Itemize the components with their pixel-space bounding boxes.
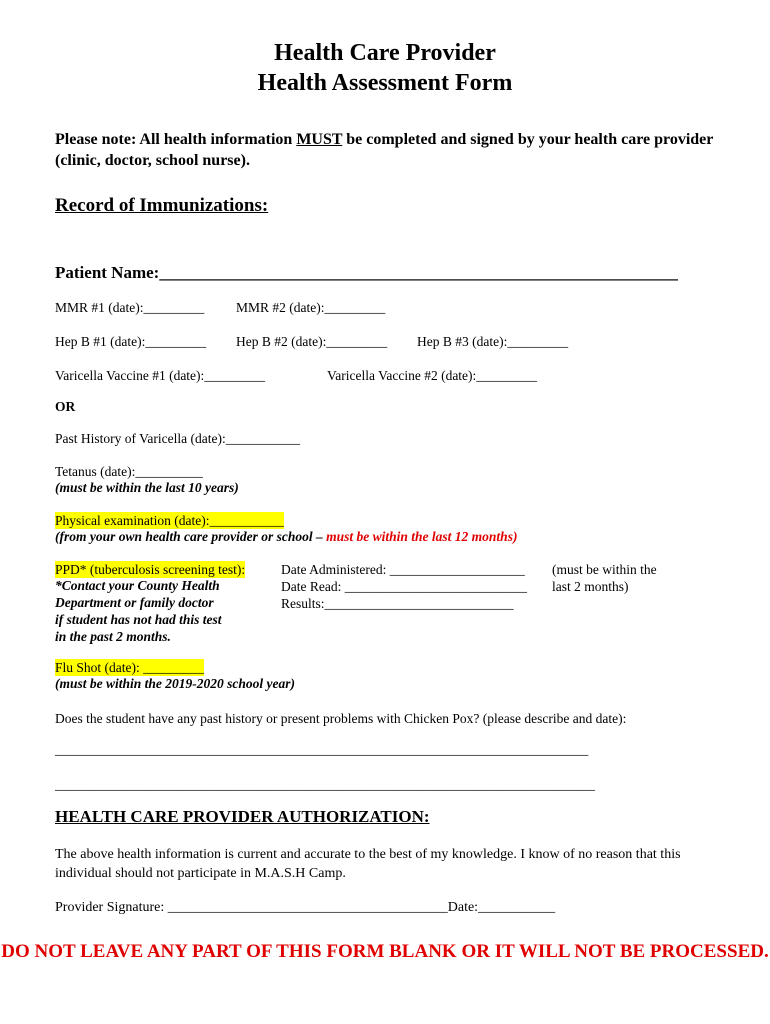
authorization-statement: The above health information is current and accurate to the best of my knowledge. I know of no reason that this individual should not participate in M.A.S.H Camp. [55, 847, 681, 881]
chicken-pox-question: Does the student have any past history or present problems with Chicken Pox? (please describe and date): [55, 711, 627, 726]
tetanus-field[interactable]: Tetanus (date):__________ [55, 464, 203, 479]
form-title-line1: Health Care Provider [274, 40, 496, 66]
physical-exam-field[interactable]: Physical examination (date):___________ [55, 513, 284, 528]
ppd-date-administered-field[interactable]: Date Administered: ____________________ [281, 562, 525, 577]
ppd-date-read-field[interactable]: Date Read: ___________________________ [281, 579, 527, 594]
authorization-heading: HEALTH CARE PROVIDER AUTHORIZATION: [55, 807, 430, 826]
physical-note-text: (from your own health care provider or school – [55, 529, 327, 544]
hepb3-field[interactable]: Hep B #3 (date):_________ [417, 334, 569, 349]
ppd-results-field[interactable]: Results:____________________________ [281, 596, 514, 611]
note-emphasis: MUST [296, 131, 343, 148]
immunizations-heading: Record of Immunizations: [55, 195, 269, 216]
form-title-line2: Health Assessment Form [257, 70, 513, 96]
or-label: OR [55, 399, 76, 414]
flu-shot-note: (must be within the 2019-2020 school year) [55, 676, 296, 691]
hepb1-field[interactable]: Hep B #1 (date):_________ [55, 334, 207, 349]
mmr2-field[interactable]: MMR #2 (date):_________ [236, 300, 386, 315]
mmr1-field[interactable]: MMR #1 (date):_________ [55, 300, 205, 315]
chicken-pox-answer-line2[interactable]: ________________________________________________________________________________ [55, 777, 595, 792]
varicella1-field[interactable]: Varicella Vaccine #1 (date):_________ [55, 368, 266, 383]
varicella-history-field[interactable]: Past History of Varicella (date):___________ [55, 431, 300, 446]
ppd-contact-line1: *Contact your County Health [55, 578, 220, 593]
hepb2-field[interactable]: Hep B #2 (date):_________ [236, 334, 388, 349]
tetanus-note: (must be within the last 10 years) [55, 480, 239, 495]
physical-note-red: must be within the last 12 months) [326, 529, 518, 544]
note-prefix: Please note: All health information [55, 131, 297, 148]
varicella2-field[interactable]: Varicella Vaccine #2 (date):_________ [327, 368, 538, 383]
patient-name-field[interactable]: Patient Name:_____________________________________________________________ [55, 263, 678, 282]
ppd-label: PPD* (tuberculosis screening test): [55, 562, 246, 577]
chicken-pox-answer-line1[interactable]: _______________________________________________________________________________ [55, 742, 589, 757]
ppd-within-note-line2: last 2 months) [552, 579, 629, 594]
flu-shot-field[interactable]: Flu Shot (date): _________ [55, 660, 204, 675]
please-note [55, 129, 735, 171]
provider-signature-field[interactable]: Provider Signature: ________________________________________Date:___________ [55, 900, 556, 915]
ppd-contact-line4: in the past 2 months. [55, 629, 171, 644]
ppd-within-note-line1: (must be within the [552, 562, 657, 577]
note-suffix: be completed and signed by your health care provider (clinic, doctor, school nurse). [55, 131, 714, 169]
ppd-contact-line3: if student has not had this test [55, 612, 222, 627]
warning-message: DO NOT LEAVE ANY PART OF THIS FORM BLANK OR IT WILL NOT BE PROCESSED. [1, 941, 769, 962]
ppd-contact-line2: Department or family doctor [55, 595, 214, 610]
physical-exam-note [55, 529, 517, 545]
